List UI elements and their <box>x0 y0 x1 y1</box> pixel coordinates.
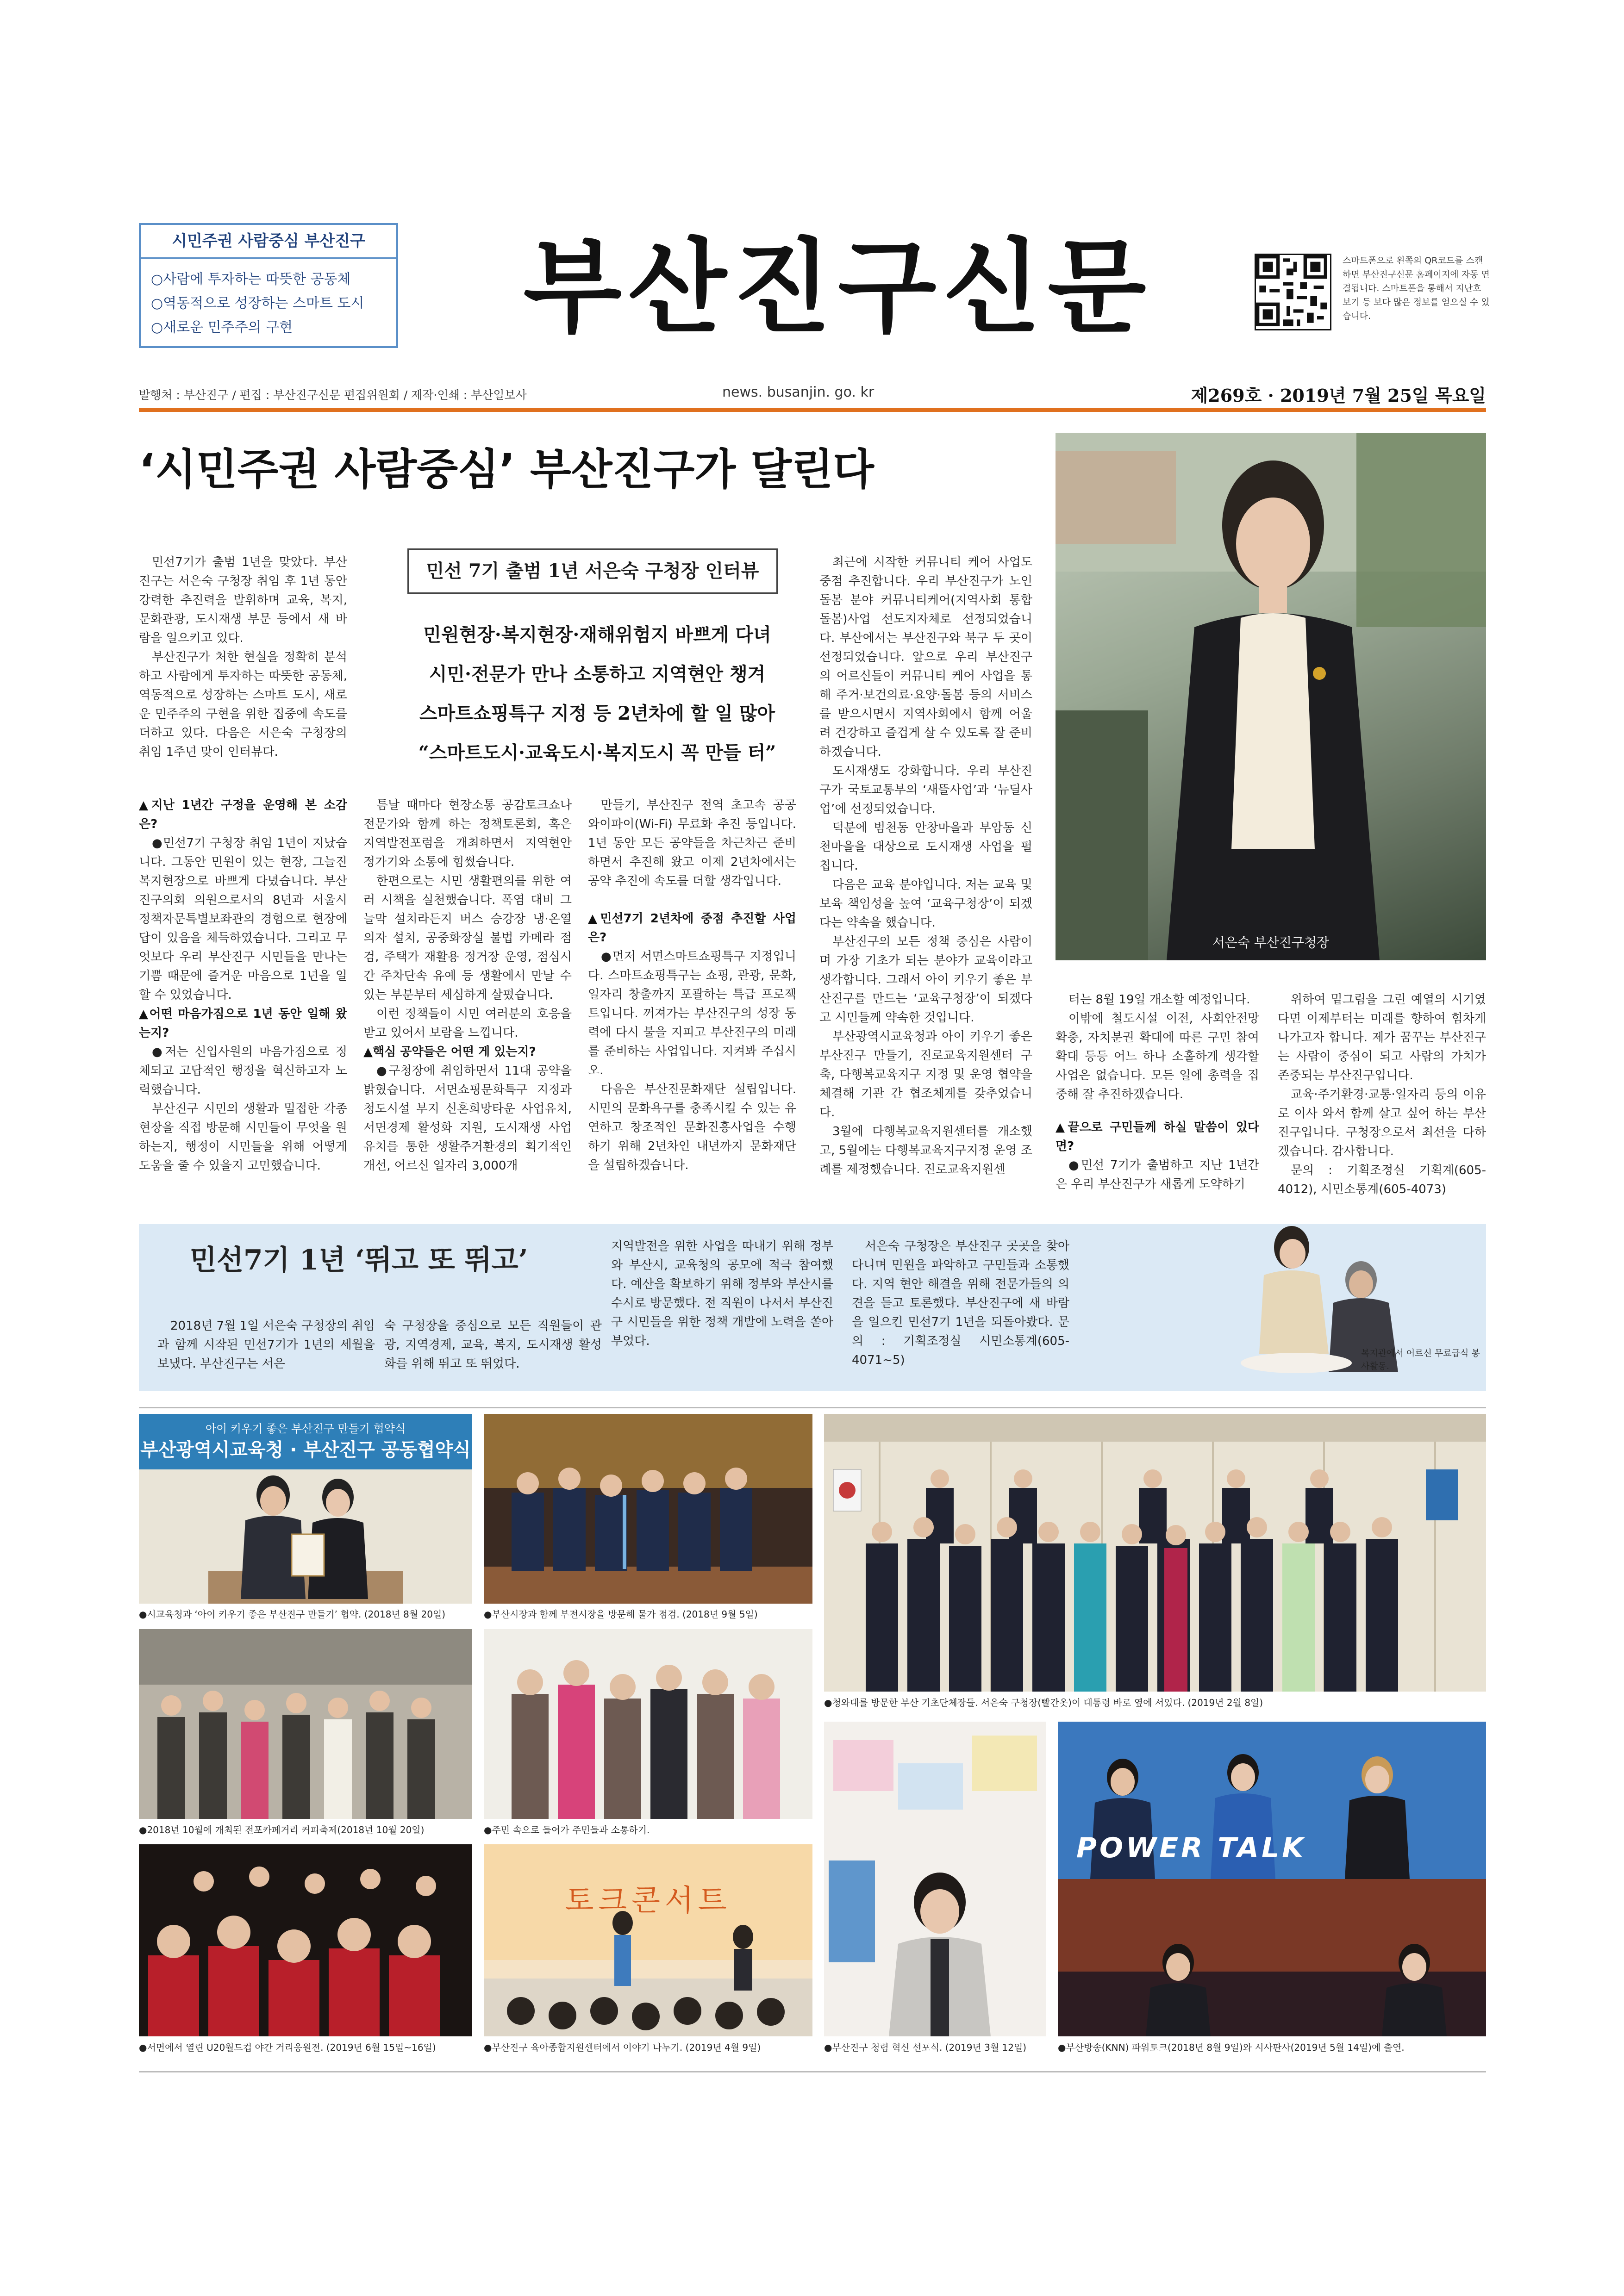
article-column-2 <box>363 796 572 1213</box>
headline: ‘시민주권 사람중심’ 부산진구가 달린다 <box>139 445 874 494</box>
answer: 다음은 교육 분야입니다. 저는 교육 및 보육 책임성을 높여 ‘교육구청장’이 되겠다는 약속을 했습니다. <box>819 878 1032 930</box>
paragraph: 민선7기가 출범 1년을 맞았다. 부산진구는 서은숙 구청장 취임 후 1년 동안 강력한 추진력을 발휘하며 교육, 복지, 문화관광, 도시재생 부문 등에서 새 바람을 일으키고 있다. <box>139 555 347 645</box>
photo-caption: ●주민 속으로 들어가 주민들과 소통하기. <box>484 1824 650 1836</box>
subhead: “스마트도시·교육도시·복지도시 꼭 만들 터” <box>418 742 776 764</box>
photo-caption: ●시교육청과 ‘아이 키우기 좋은 부산진구 만들기’ 협약. (2018년 8월 20일) <box>139 1609 446 1620</box>
photo-caption: ●2018년 10월에 개최된 전포카페거리 커피축제(2018년 10월 20일) <box>139 1824 425 1836</box>
mayor-portrait-photo <box>1056 433 1486 960</box>
residents-meeting-photo <box>484 1629 812 1819</box>
slogan-item: ○새로운 민주주의 구현 <box>151 319 293 336</box>
answer: 부산진구 시민의 생활과 밀접한 각종 현장을 직접 방문해 시민들이 무엇을 원하는지, 행정이 시민들을 위해 어떻게 도움을 줄 수 있을지 고민했습니다. <box>139 1102 347 1173</box>
answer: ●민선 7기가 출범하고 지난 1년간은 우리 부산진구가 새롭게 도약하기 <box>1056 1158 1259 1191</box>
answer: 교육·주거환경·교통·일자리 등의 이유로 이사 와서 함께 살고 싶어 하는 부산진구입니다. 구청장으로서 최선을 다하겠습니다. 감사합니다. <box>1278 1088 1486 1158</box>
band-title: 민선7기 1년 ‘뛰고 또 뛰고’ <box>190 1244 528 1276</box>
header-divider <box>139 408 1486 412</box>
slogan-item: ○사람에 투자하는 따뜻한 공동체 <box>151 271 351 287</box>
question: ▲끝으로 구민들께 하실 말씀이 있다면? <box>1056 1120 1259 1153</box>
article-column-5 <box>1056 990 1259 1213</box>
answer: ●구청장에 취임하면서 11대 공약을 밝혔습니다. 서면쇼핑문화특구 지정과 청도시설 부지 신혼희망타운 사업유치, 서면경제 활성화 지원, 도시재생 사업 유치를 통한 생활주거환경의 획기적인 개선, 어르신 일자리 3,000개 <box>363 1064 572 1173</box>
paragraph: 서은숙 구청장은 부산진구 곳곳을 찾아다니며 민원을 파악하고 구민들과 소통했다. 지역 현안 해결을 위해 전문가들의 의견을 듣고 토론했다. 부산진구에 새 바람을 일으킨 민선7기 1년을 되돌아봤다. 문의 : 기획조정실 시민소통계(605-4071~5) <box>852 1239 1069 1367</box>
band-column-3 <box>611 1237 833 1351</box>
article-column-4 <box>819 553 1032 1213</box>
website-link[interactable]: news. busanjin. go. kr <box>722 384 874 400</box>
slogan-box <box>139 223 398 348</box>
info-bar <box>139 380 1486 407</box>
qr-code-icon[interactable] <box>1255 254 1331 330</box>
intro-column <box>139 553 347 762</box>
subhead: 민원현장·복지현장·재해위험지 바쁘게 다녀 <box>423 624 771 646</box>
question: ▲어떤 마음가짐으로 1년 동안 일해 왔는지? <box>139 1007 347 1040</box>
photo-caption: ●부산진구 육아종합지원센터에서 이야기 나누기. (2019년 4월 9일) <box>484 2042 761 2053</box>
anniversary-band <box>139 1224 1486 1391</box>
answer: 도시재생도 강화합니다. 우리 부산진구가 국토교통부의 ‘새뜰사업’과 ‘뉴딜사업’에 선정되었습니다. <box>819 764 1032 816</box>
photo-caption: ●서면에서 열린 U20월드컵 야간 거리응원전. (2019년 6월 15일~16일) <box>139 2042 436 2053</box>
answer: 부산광역시교육청과 아이 키우기 좋은 부산진구 만들기, 진로교육지원센터 구축, 다행복교육지구 지정 및 운영 협약을 체결해 기관 간 협조체계를 갖추었습니다. <box>819 1030 1032 1120</box>
power-talk-logo: POWER TALK <box>1076 1832 1306 1864</box>
answer: ●민선7기 구청장 취임 1년이 지났습니다. 그동안 민원이 있는 현장, 그늘진 복지현장으로 바쁘게 다녔습니다. 부산진구의회 의원으로서의 8년과 서울시 정책자문특별보좌관의 경험으로 현장에 답이 있음을 체득하였습니다. 그리고 무엇보다 우리 부산진구 시민들을 만나는 기쁨 때문에 즐거운 마음으로 1년을 일할 수 있었습니다. <box>139 836 347 1002</box>
answer: 이런 정책들이 시민 여러분의 호응을 받고 있어서 보람을 느낍니다. <box>363 1007 572 1040</box>
footer-divider <box>139 2071 1486 2072</box>
photo-caption: 서은숙 부산진구청장 <box>1212 935 1330 950</box>
photo-caption: ●부산시장과 함께 부전시장을 방문해 물가 점검. (2018년 9월 5일) <box>484 1609 758 1620</box>
answer: 최근에 시작한 커뮤니티 케어 사업도 중점 추진합니다. 우리 부산진구가 노인돌봄 분야 커뮤니티케어(지역사회 통합돌봄)사업 선도지자체로 선정되었습니다. 부산에서는 부산진구와 북구 두 곳이 선정되었습니다. 앞으로 우리 부산진구의 어르신들이 커뮤니티 케어 사업을 통해 주거·보건의료·요양·돌봄 등의 서비스를 받으시면서 지역사회에서 함께 어울려 건강하고 즐겁게 살 수 있도록 잘 준비하겠습니다. <box>819 555 1032 759</box>
paragraph: 부산진구가 처한 현실을 정확히 분석하고 사람에게 투자하는 따뜻한 공동체, 역동적으로 성장하는 스마트 도시, 새로운 민주주의 구현을 위한 집중에 속도를 더하고 있다. 다음은 서은숙 구청장의 취임 1주년 맞이 인터뷰다. <box>139 650 347 759</box>
coffee-festival-photo <box>139 1629 472 1819</box>
paragraph: 숙 구청장을 중심으로 모든 직원들이 관광, 지역경제, 교육, 복지, 도시재생 활성화를 위해 뛰고 또 뛰었다. <box>384 1319 602 1371</box>
answer: 틈날 때마다 현장소통 공감토크쇼나 전문가와 함께 하는 정책토론회, 혹은 지역발전포럼을 개최하면서 지역현안 정가기와 소통에 힘썼습니다. <box>363 798 572 869</box>
photo-caption: ●부산방송(KNN) 파워토크(2018년 8월 9일)와 시사판사(2019년 5월 14일)에 출연. <box>1058 2042 1405 2053</box>
answer: 이밖에 철도시설 이전, 사회안전망 확충, 자치분권 확대에 따른 구민 참여 확대 등등 어느 하나 소홀하게 생각할 사업은 없습니다. 모든 일에 총력을 집중해 잘 추진하겠습니다. <box>1056 1012 1259 1101</box>
tv-appearance-photo <box>1058 1722 1486 2036</box>
answer: 덕분에 범천동 안창마을과 부암동 신천마을을 대상으로 도시재생 사업을 펼칩니다. <box>819 821 1032 873</box>
answer: 한편으로는 시민 생활편의를 위한 여러 시책을 실천했습니다. 폭염 대비 그늘막 설치라든지 버스 승강장 냉·온열 의자 설치, 공중화장실 불법 카메라 점검, 주택가 재활용 정거장 운영, 점심시간 주차단속 유예 등 생활에서 만날 수 있는 부분부터 세심하게 살폈습니다. <box>363 874 572 1002</box>
contact-info: 문의 : 기획조정실 기획계(605-4012), 시민소통계(605-4073) <box>1278 1164 1486 1196</box>
band-column-4 <box>852 1237 1069 1370</box>
banner-small-text: 아이 키우기 좋은 부산진구 만들기 협약식 <box>205 1422 406 1435</box>
article-column-1 <box>139 796 347 1213</box>
slogan-title: 시민주권 사람중심 부산진구 <box>141 225 396 259</box>
slogan-item: ○역동적으로 성장하는 스마트 도시 <box>151 295 364 311</box>
gallery-divider <box>139 1407 1486 1408</box>
question: ▲지난 1년간 구정을 운영해 본 소감은? <box>139 798 347 831</box>
talk-concert-photo <box>484 1844 812 2036</box>
photo-caption: ●부산진구 청렴 혁신 선포식. (2019년 3월 12일) <box>824 2042 1027 2053</box>
issue-date: 제269호 · 2019년 7월 25일 목요일 <box>1191 385 1486 406</box>
answer: 터는 8월 19일 개소할 예정입니다. <box>1068 993 1250 1007</box>
question: ▲핵심 공약들은 어떤 게 있는지? <box>363 1045 536 1059</box>
article-column-3 <box>588 796 796 1213</box>
question: ▲민선7기 2년차에 중점 추진할 사업은? <box>588 912 796 945</box>
photo-caption: ●청와대를 방문한 부산 기초단체장들. 서은숙 구청장(빨간옷)이 대통령 바로 옆에 서있다. (2019년 2월 8일) <box>824 1697 1263 1708</box>
interview-label: 민선 7기 출범 1년 서은숙 구청장 인터뷰 <box>407 548 778 594</box>
band-column-1 <box>157 1317 375 1374</box>
paragraph: 2018년 7월 1일 서은숙 구청장의 취임과 함께 시작된 민선7기가 1년의 세월을 보냈다. 부산진구는 서은 <box>157 1319 375 1371</box>
qr-note: 스마트폰으로 왼쪽의 QR코드를 스캔하면 부산진구신문 홈페이지에 자동 연결됩니다. 스마트폰을 통해서 지난호 보기 등 보다 많은 정보를 얻으실 수 있습니다. <box>1343 255 1490 321</box>
answer: 다음은 부산진문화재단 설립입니다. 시민의 문화욕구를 충족시킬 수 있는 유연하고 창조적인 문화진흥사업을 수행하기 위해 2년차인 내년까지 문화재단을 설립하겠습니다. <box>588 1083 796 1172</box>
answer: 부산진구의 모든 정책 중심은 사람이며 가장 기초가 되는 분야가 교육이라고 생각합니다. 그래서 아이 키우기 좋은 부산진구를 만드는 ‘교육구청장’이 되겠다고 시민들께 약속한 것입니다. <box>819 935 1032 1025</box>
band-photo-caption: 복지관에서 어르신 무료급식 봉사활동. <box>1361 1348 1480 1371</box>
publisher-info: 발행처 : 부산진구 / 편집 : 부산진구신문 편집위원회 / 제작·인쇄 : 부산일보사 <box>139 388 527 402</box>
concert-banner-text: 토크콘서트 <box>565 1884 731 1918</box>
subhead: 스마트쇼핑특구 지정 등 2년차에 할 일 많아 <box>419 703 775 724</box>
agreement-ceremony-photo <box>139 1414 472 1604</box>
banner-main-text: 부산광역시교육청 · 부산진구 공동협약식 <box>140 1439 471 1461</box>
street-cheering-photo <box>139 1844 472 2036</box>
paragraph: 지역발전을 위한 사업을 따내기 위해 정부와 부산시, 교육청의 공모에 적극 참여했다. 예산을 확보하기 위해 정부와 부산시를 수시로 방문했다. 전 직원이 나서서 부산진구 시민들을 위한 정책 개발에 노력을 쏟아부었다. <box>611 1239 833 1348</box>
integrity-declaration-photo <box>824 1722 1046 2036</box>
masthead-title: 부산진구신문 <box>523 227 1153 347</box>
answer: 3월에 다행복교육지원센터를 개소했고, 5월에는 다행복교육지구지정 운영 조례를 제정했습니다. 진로교육지원센 <box>819 1125 1032 1176</box>
answer: ●저는 신입사원의 마음가짐으로 정체되고 고답적인 행정을 혁신하고자 노력했습니다. <box>139 1045 347 1097</box>
answer: 만들기, 부산진구 전역 초고속 공공 와이파이(Wi-Fi) 무료화 추진 등입니다. 1년 동안 모든 공약들을 차근차근 준비하면서 추진해 왔고 이제 2년차에서는 공약 추진에 속도를 더할 생각입니다. <box>588 798 796 888</box>
article-column-6 <box>1278 990 1486 1213</box>
subhead: 시민·전문가 만나 소통하고 지역현안 챙겨 <box>429 663 766 685</box>
market-visit-photo <box>484 1414 812 1604</box>
band-column-2 <box>384 1317 602 1374</box>
blue-house-group-photo <box>824 1414 1486 1692</box>
answer: ●먼저 서면스마트쇼핑특구 지정입니다. 스마트쇼핑특구는 쇼핑, 관광, 문화, 일자리 창출까지 포괄하는 특급 프로젝트입니다. 꺼져가는 부산진구의 성장 동력에 다시 불을 지피고 부산진구의 미래를 준비하는 사업입니다. 지켜봐 주십시오. <box>588 950 796 1077</box>
answer: 위하여 밑그림을 그린 예열의 시기였다면 이제부터는 미래를 향하여 힘차게 나가고자 합니다. 제가 꿈꾸는 부산진구는 사람이 중심이 되고 사람의 가치가 존중되는 부산진구입니다. <box>1278 993 1486 1083</box>
